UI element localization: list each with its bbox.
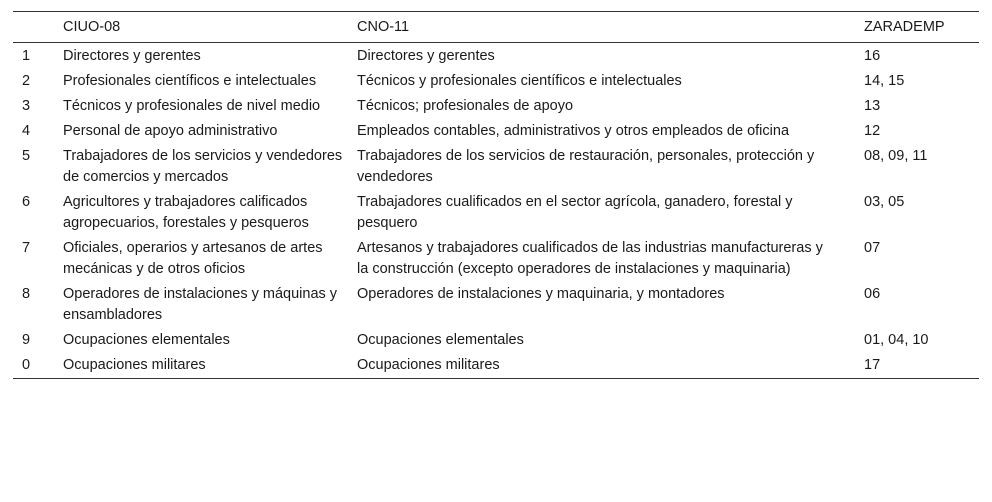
table-row [13, 282, 979, 328]
header-zarademp: ZARADEMP [864, 19, 945, 35]
ciuo-cell: Trabajadores de los servicios y vendedores de comercios y mercados [63, 148, 343, 185]
ciuo-cell: Ocupaciones elementales [63, 332, 230, 348]
row-number: 3 [22, 98, 31, 114]
zarademp-cell: 03, 05 [864, 194, 905, 210]
table-header-row [13, 12, 979, 43]
ciuo-cell: Personal de apoyo administrativo [63, 123, 278, 139]
row-number: 8 [22, 286, 31, 302]
occupation-classification-table [13, 11, 979, 379]
row-number: 6 [22, 194, 31, 210]
zarademp-cell: 08, 09, 11 [864, 148, 928, 164]
cno-cell: Trabajadores cualificados en el sector agrícola, ganadero, forestal y pesquero [357, 194, 793, 231]
zarademp-cell: 13 [864, 98, 881, 114]
zarademp-cell: 12 [864, 123, 881, 139]
ciuo-cell: Profesionales científicos e intelectuales [63, 73, 317, 89]
ciuo-cell: Directores y gerentes [63, 48, 201, 64]
table-row [13, 69, 979, 94]
table-row [13, 119, 979, 144]
row-number: 0 [22, 357, 31, 373]
row-number: 5 [22, 148, 31, 164]
cno-cell: Ocupaciones elementales [357, 332, 524, 348]
table-row [13, 190, 979, 236]
row-number: 1 [22, 48, 31, 64]
row-number: 9 [22, 332, 31, 348]
ciuo-cell: Ocupaciones militares [63, 357, 206, 373]
ciuo-cell: Agricultores y trabajadores calificados agropecuarios, forestales y pesqueros [63, 194, 309, 231]
zarademp-cell: 14, 15 [864, 73, 905, 89]
ciuo-cell: Oficiales, operarios y artesanos de artes mecánicas y de otros oficios [63, 240, 323, 277]
cno-cell: Ocupaciones militares [357, 357, 500, 373]
table-row [13, 94, 979, 119]
table-row [13, 144, 979, 190]
table-row [13, 353, 979, 379]
cno-cell: Empleados contables, administrativos y otros empleados de oficina [357, 123, 790, 139]
cno-cell: Técnicos y profesionales científicos e intelectuales [357, 73, 682, 89]
cno-cell: Trabajadores de los servicios de restauración, personales, protección y vendedores [357, 148, 815, 185]
table-row [13, 328, 979, 353]
zarademp-cell: 07 [864, 240, 881, 256]
zarademp-cell: 17 [864, 357, 881, 373]
header-ciuo-08: CIUO-08 [63, 19, 121, 35]
cno-cell: Directores y gerentes [357, 48, 495, 64]
cno-cell: Operadores de instalaciones y maquinaria, y montadores [357, 286, 725, 302]
ciuo-cell: Operadores de instalaciones y máquinas y ensambladores [63, 286, 338, 323]
table-row [13, 236, 979, 282]
row-number: 2 [22, 73, 31, 89]
zarademp-cell: 16 [864, 48, 881, 64]
ciuo-cell: Técnicos y profesionales de nivel medio [63, 98, 321, 114]
table-row [13, 43, 979, 70]
header-cno-11: CNO-11 [357, 19, 410, 35]
row-number: 4 [22, 123, 31, 139]
cno-cell: Técnicos; profesionales de apoyo [357, 98, 574, 114]
header-number [13, 12, 63, 43]
cno-cell: Artesanos y trabajadores cualificados de las industrias manufactureras y la construcción (excepto operadores de instalaciones y maquinaria) [357, 240, 823, 277]
zarademp-cell: 01, 04, 10 [864, 332, 929, 348]
zarademp-cell: 06 [864, 286, 881, 302]
row-number: 7 [22, 240, 31, 256]
